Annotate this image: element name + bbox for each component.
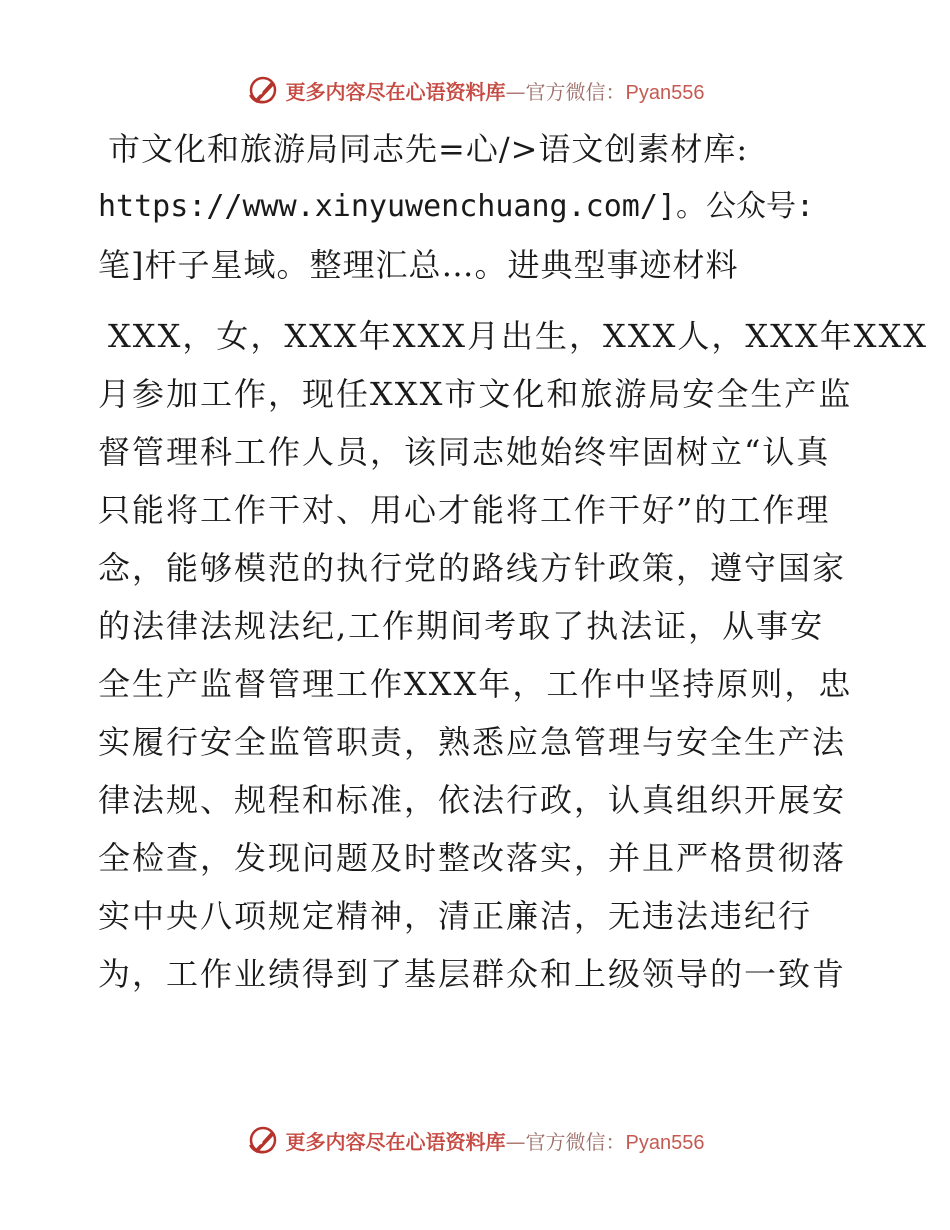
body-line: 月参加工作，现任XXX市文化和旅游局安全生产监	[98, 375, 853, 413]
banner-wechat-label: 官方微信：	[525, 1129, 626, 1154]
banner-handle: Pyan556	[625, 81, 705, 104]
body-paragraph	[98, 307, 929, 1003]
body-line: 只能将工作干对、用心才能将工作干好”的工作理	[98, 491, 831, 529]
body-line: 实履行安全监管职责，熟悉应急管理与安全生产法	[98, 723, 847, 761]
body-line: 念，能够模范的执行党的路线方针政策，遵守国家	[98, 549, 847, 587]
body-line: 全生产监督管理工作XXX年，工作中坚持原则，忠	[98, 665, 853, 703]
pen-logo-icon	[246, 73, 280, 107]
title-line: 笔]杆子星域。整理汇总…。进典型事迹材料	[98, 246, 739, 284]
title-line-url: https://www.xinyuwenchuang.com/]。公众号:	[98, 189, 815, 224]
body-line: XXX，女，XXX年XXX月出生，XXX人，XXX年XXX	[108, 317, 929, 355]
body-line: 全检查，发现问题及时整改落实，并且严格贯彻落	[98, 839, 847, 877]
body-line: 实中央八项规定精神，清正廉洁，无违法违纪行	[98, 897, 813, 935]
banner-text	[286, 76, 705, 105]
body-line: 督管理科工作人员，该同志她始终牢固树立“认真	[98, 433, 831, 471]
banner-wechat-label: 官方微信：	[525, 79, 626, 104]
banner-brand: 更多内容尽在心语资料库	[285, 1129, 506, 1154]
body-line: 律法规、规程和标准，依法行政，认真组织开展安	[98, 781, 847, 819]
pen-logo-icon	[246, 1123, 280, 1157]
footer-banner	[0, 1120, 950, 1160]
banner-handle: Pyan556	[625, 1131, 705, 1154]
document-title	[98, 120, 868, 294]
body-line: 的法律法规法纪,工作期间考取了执法证，从事安	[98, 607, 825, 645]
banner-separator: —	[505, 79, 526, 104]
body-line: 为，工作业绩得到了基层群众和上级领导的一致肯	[98, 955, 847, 993]
title-line: 市文化和旅游局同志先=心/>语文创素材库:	[108, 130, 749, 168]
banner-brand: 更多内容尽在心语资料库	[285, 79, 506, 104]
header-banner	[0, 70, 950, 110]
banner-separator: —	[505, 1129, 526, 1154]
banner-text	[286, 1126, 705, 1155]
